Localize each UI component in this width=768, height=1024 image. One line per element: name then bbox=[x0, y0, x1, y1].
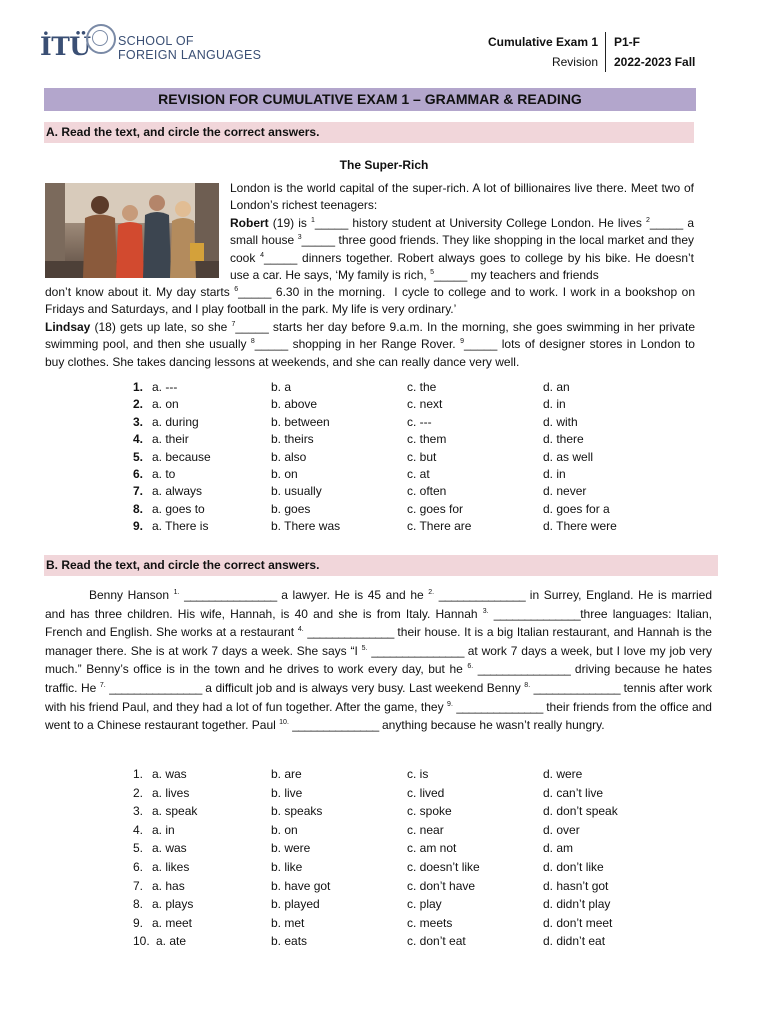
itu-logo: İTÜ bbox=[40, 32, 91, 61]
option-a-text: a. always bbox=[152, 484, 203, 499]
question-number: 6. bbox=[133, 860, 144, 874]
option-a-text: a. has bbox=[152, 878, 185, 893]
story-paragraph-1: London is the world capital of the super-rich. A lot of billionaires live there. Meet two of London’s richest teenagers: Robert (19) is $^1$_____ history student at University College London. He lives $^2$_____ a small house $^3$_____ three good friends. They like shopping in the local market and they cook $^4$_____ dinners together. Robert always goes to college by his bike. He doesn’t use a car. He says, ‘My family is rich, $^5$_____ my teachers and friends bbox=[230, 181, 695, 283]
question-number: 10. bbox=[133, 934, 150, 949]
option-a-text: a. on bbox=[152, 397, 179, 412]
question-option-d: d. don’t meet bbox=[543, 915, 613, 930]
question-option-a bbox=[133, 396, 263, 413]
question-option-a bbox=[133, 449, 263, 466]
question-option-b: b. theirs bbox=[271, 432, 314, 447]
question-number: 9. bbox=[133, 519, 144, 534]
question-number: 1. bbox=[133, 767, 144, 781]
teenagers-photo bbox=[45, 183, 219, 278]
option-a-text: a. was bbox=[152, 841, 187, 856]
question-number: 5. bbox=[133, 841, 144, 856]
question-option-c: c. often bbox=[407, 484, 447, 499]
option-a-text: a. was bbox=[152, 767, 187, 781]
exam-info bbox=[470, 32, 598, 72]
school-name bbox=[118, 34, 261, 62]
header-divider bbox=[605, 32, 606, 72]
question-option-c: c. doesn’t like bbox=[407, 860, 480, 874]
option-a-text: a. --- bbox=[152, 380, 178, 394]
section-b-heading: B. Read the text, and circle the correct answers. bbox=[44, 555, 718, 576]
question-option-a bbox=[133, 840, 263, 857]
option-a-text: a. because bbox=[152, 449, 211, 464]
question-option-d: d. goes for a bbox=[543, 501, 610, 516]
question-option-a bbox=[133, 501, 263, 518]
school-line-2: FOREIGN LANGUAGES bbox=[118, 48, 262, 62]
question-number: 8. bbox=[133, 501, 144, 516]
question-number: 3. bbox=[133, 804, 144, 819]
option-a-text: a. lives bbox=[152, 785, 190, 800]
question-number: 7. bbox=[133, 878, 144, 893]
option-a-text: a. in bbox=[152, 822, 175, 837]
benny-hanson-text: Benny Hanson $^{1.}$ _______________ a lawyer. He is 45 and he $^{2.}$ ______________ in Surrey, England. He is married and has three children. His wife, Hannah, is 40 and she is from Italy. Hannah $^{3.}$ ______________three languages: Italian, French and English. She works at a restaurant $^{4.}$ ______________ their house. It is a big Italian restaurant, and Hannah is the manager there. She is at work 7 days a week. She says “I $^{5.}$ _______________ at work 7 days a week, but I love my job very much.” Benny’s office is in the town and he drives to work every day, but he $^{6.}$ _______________ driving because he hates traffic. He $^{7.}$ _______________ a difficult job and is always very busy. Last weekend Benny $^{8.}$ ______________ tennis after work with his friend Paul, and they had a lot of fun together. After the game, they $^{9.}$ ______________ their friends from the office and went to a Chinese restaurant together. Paul $^{10.}$ ______________ anything because he wasn’t really hungry. bbox=[45, 588, 712, 733]
question-option-b: b. played bbox=[271, 897, 320, 912]
option-a-text: a. their bbox=[152, 432, 189, 447]
question-option-d: d. never bbox=[543, 484, 587, 499]
question-option-a bbox=[133, 878, 263, 895]
question-option-b: b. above bbox=[271, 397, 318, 412]
question-option-d: d. didn’t eat bbox=[543, 934, 606, 949]
question-option-a bbox=[133, 431, 263, 448]
question-option-d: d. didn’t play bbox=[543, 897, 611, 912]
question-option-a bbox=[133, 859, 263, 876]
question-number: 7. bbox=[133, 484, 144, 499]
question-option-b: b. live bbox=[271, 785, 303, 800]
question-option-d: d. in bbox=[543, 397, 566, 412]
option-a-text: a. speak bbox=[152, 804, 198, 819]
question-option-c: c. --- bbox=[407, 414, 432, 429]
question-option-b: b. were bbox=[271, 841, 311, 856]
question-number: 4. bbox=[133, 822, 144, 837]
question-option-b: b. speaks bbox=[271, 804, 323, 819]
question-option-a bbox=[133, 466, 263, 483]
question-option-c: c. spoke bbox=[407, 804, 452, 819]
question-option-b: b. eats bbox=[271, 934, 308, 949]
question-number: 3. bbox=[133, 414, 144, 429]
question-option-d: d. There were bbox=[543, 519, 617, 534]
option-a-text: a. ate bbox=[156, 934, 187, 949]
question-number: 8. bbox=[133, 897, 144, 912]
question-option-a bbox=[133, 803, 263, 820]
question-option-d: d. with bbox=[543, 414, 578, 429]
exam-type: Revision bbox=[551, 55, 598, 69]
question-option-c: c. near bbox=[407, 822, 444, 837]
question-option-c: c. at bbox=[407, 467, 430, 481]
question-option-b: b. There was bbox=[271, 519, 341, 534]
question-option-a bbox=[133, 915, 263, 932]
question-option-b: b. met bbox=[271, 915, 305, 930]
question-option-b: b. like bbox=[271, 860, 303, 874]
question-option-b: b. are bbox=[271, 767, 302, 781]
option-a-text: a. during bbox=[152, 414, 199, 429]
question-option-d: d. hasn’t got bbox=[543, 878, 609, 893]
question-option-d: d. over bbox=[543, 822, 580, 837]
question-number: 2. bbox=[133, 397, 144, 412]
course-term: 2022-2023 Fall bbox=[614, 55, 696, 69]
question-option-c: c. play bbox=[407, 897, 442, 912]
question-option-d: d. in bbox=[543, 467, 566, 481]
story-title: The Super-Rich bbox=[339, 158, 429, 172]
story-paragraph-2: don’t know about it. My day starts $^6$_____ 6.30 in the morning. I cycle to college and to work. I work in a bookshop on Fridays and Saturdays, and I play football in the park. My life is very ordinary.’ Lindsay (18) gets up late, so she $^7$_____ starts her day before 9.a.m. In the morning, she goes swimming in her private swimming pool, and then she usually $^8$_____ shopping in her Range Rover. $^9$_____ lots of designer stores in London to buy clothes. She takes dancing lessons at weekends, and she can really dance very well. bbox=[45, 285, 695, 369]
question-option-a bbox=[133, 822, 263, 839]
question-option-c: c. goes for bbox=[407, 501, 464, 516]
question-option-d: d. there bbox=[543, 432, 584, 447]
question-number: 5. bbox=[133, 449, 144, 464]
page-title: REVISION FOR CUMULATIVE EXAM 1 – GRAMMAR & READING bbox=[44, 88, 696, 111]
question-option-a bbox=[133, 518, 263, 535]
question-option-d: d. can’t live bbox=[543, 785, 604, 800]
question-option-d: d. don’t like bbox=[543, 860, 604, 874]
question-option-a bbox=[133, 785, 263, 802]
question-option-d: d. am bbox=[543, 841, 574, 856]
question-option-a bbox=[133, 933, 263, 950]
question-option-c: c. lived bbox=[407, 785, 445, 800]
question-number: 2. bbox=[133, 785, 144, 800]
university-seal-icon bbox=[86, 24, 116, 54]
section-a-heading: A. Read the text, and circle the correct answers. bbox=[44, 122, 694, 143]
question-option-b: b. on bbox=[271, 822, 298, 837]
question-option-d: d. an bbox=[543, 380, 570, 394]
option-a-text: a. There is bbox=[152, 519, 209, 534]
question-option-b: b. usually bbox=[271, 484, 322, 499]
question-option-a bbox=[133, 896, 263, 913]
question-option-d: d. as well bbox=[543, 449, 594, 464]
option-a-text: a. to bbox=[152, 467, 176, 481]
option-a-text: a. goes to bbox=[152, 501, 205, 516]
question-option-b: b. also bbox=[271, 449, 307, 464]
question-option-c: c. don’t have bbox=[407, 878, 476, 893]
school-line-1: SCHOOL OF bbox=[118, 34, 194, 48]
question-number: 6. bbox=[133, 467, 144, 481]
question-option-b: b. goes bbox=[271, 501, 311, 516]
question-option-a bbox=[133, 766, 263, 783]
question-option-c: c. meets bbox=[407, 915, 453, 930]
question-number: 9. bbox=[133, 915, 144, 930]
question-number: 4. bbox=[133, 432, 144, 447]
question-option-d: d. don’t speak bbox=[543, 804, 618, 819]
question-option-c: c. next bbox=[407, 397, 443, 412]
question-option-c: c. don’t eat bbox=[407, 934, 466, 949]
question-option-b: b. a bbox=[271, 380, 292, 394]
question-option-b: b. between bbox=[271, 414, 330, 429]
question-option-a bbox=[133, 483, 263, 500]
exam-name: Cumulative Exam 1 bbox=[487, 35, 598, 49]
question-option-d: d. were bbox=[543, 767, 583, 781]
question-option-c: c. but bbox=[407, 449, 437, 464]
question-option-c: c. them bbox=[407, 432, 447, 447]
question-option-a bbox=[133, 414, 263, 431]
question-option-c: c. There are bbox=[407, 519, 472, 534]
option-a-text: a. likes bbox=[152, 860, 190, 874]
option-a-text: a. meet bbox=[152, 915, 193, 930]
question-number: 1. bbox=[133, 380, 144, 394]
option-a-text: a. plays bbox=[152, 897, 194, 912]
course-level: P1-F bbox=[614, 35, 641, 49]
course-info bbox=[614, 32, 695, 72]
question-option-c: c. the bbox=[407, 380, 437, 394]
question-option-a bbox=[133, 379, 263, 396]
question-option-c: c. is bbox=[407, 767, 429, 781]
question-option-c: c. am not bbox=[407, 841, 457, 856]
question-option-b: b. on bbox=[271, 467, 298, 481]
question-option-b: b. have got bbox=[271, 878, 331, 893]
